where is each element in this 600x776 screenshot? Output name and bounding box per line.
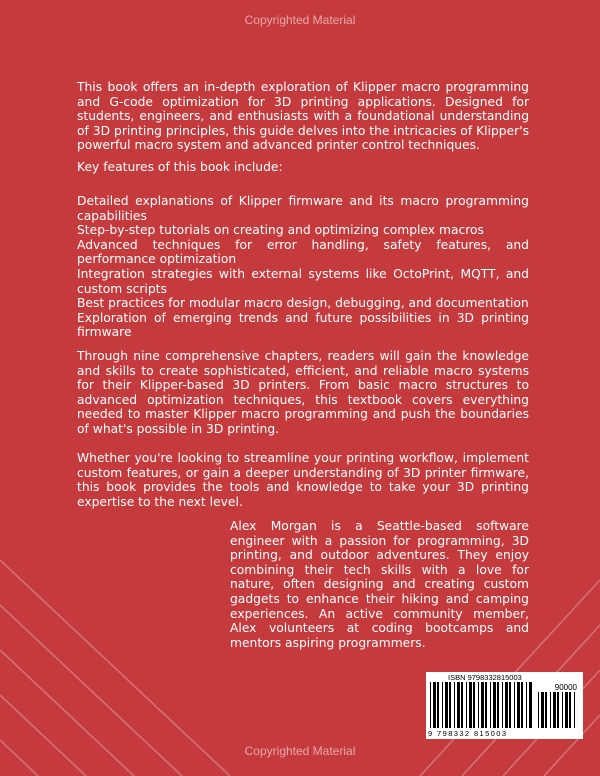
barcode-bar xyxy=(562,692,563,728)
barcode-bar xyxy=(517,682,520,728)
barcode-bar xyxy=(502,682,503,728)
barcode-bar xyxy=(490,682,491,728)
feature-item: Detailed explanations of Klipper firmware and its macro programming capabilities xyxy=(77,194,529,223)
barcode-bar xyxy=(497,682,499,728)
barcode-bar xyxy=(478,682,479,728)
barcode-bar xyxy=(538,692,539,728)
barcode-bar xyxy=(473,682,475,728)
barcode-bar xyxy=(454,682,455,728)
barcode-bar xyxy=(430,682,431,728)
isbn-digits: 9 798332 815003 xyxy=(428,729,508,738)
copyright-watermark-bottom: Copyrighted Material xyxy=(244,744,356,758)
key-features-heading: Key features of this book include: xyxy=(77,160,283,174)
barcode-bar xyxy=(449,682,451,728)
intro-paragraph: This book offers an in-depth exploration of Klipper macro programming and G-code optimization for 3D printing applications. Designed for students, engineers, and enthusiasts with a foundational understanding of 3D printing principles, this guide delves into the intricacies of Klipper's powerful macro system and advanced printer control techniques. xyxy=(77,80,529,153)
features-list xyxy=(77,194,529,340)
barcode-bar xyxy=(457,682,460,728)
barcode-bar xyxy=(569,692,571,728)
barcode-bar xyxy=(461,682,463,728)
isbn-barcode xyxy=(426,672,583,739)
feature-item: Advanced techniques for error handling, safety features, and performance optimization xyxy=(77,237,529,267)
barcode-bar xyxy=(557,692,559,728)
barcode-bar xyxy=(545,692,547,728)
barcode-bar xyxy=(505,682,508,728)
barcode-bar xyxy=(550,692,551,728)
addon-barcode-bars xyxy=(538,692,578,730)
closing-paragraph: Whether you're looking to streamline your printing workflow, implement custom features, or gain a deeper understanding of 3D printer firmware, this book provides the tools and knowledge to take your 3D printing expertise to the next level. xyxy=(77,451,529,509)
barcode-bar xyxy=(442,682,443,728)
barcode-bar xyxy=(514,682,515,728)
barcode-bar xyxy=(437,682,439,728)
barcode-bar xyxy=(509,682,511,728)
barcode-bar xyxy=(433,682,436,728)
barcode-bar xyxy=(574,692,575,728)
chapters-paragraph: Through nine comprehensive chapters, readers will gain the knowledge and skills to create sophisticated, efficient, and reliable macro systems for their Klipper-based 3D printers. From basic macro structures to advanced optimization techniques, this textbook covers everything needed to master Klipper macro programming and push the boundaries of what's possible in 3D printing. xyxy=(77,349,529,436)
barcode-bar xyxy=(481,682,484,728)
copyright-watermark-top: Copyrighted Material xyxy=(244,13,356,27)
feature-item: Exploration of emerging trends and future possibilities in 3D printing firmware xyxy=(77,310,529,340)
barcode-bar xyxy=(541,692,544,728)
barcode-bar xyxy=(553,692,556,728)
author-bio: Alex Morgan is a Seattle-based software engineer with a passion for programming, 3D printing, and outdoor adventures. They enjoy combining their tech skills with a love for nature, often designing and creating custom gadgets to enhance their hiking and camping experiences. An active community member, Alex volunteers at coding bootcamps and mentors aspiring programmers. xyxy=(230,519,529,650)
barcode-bar xyxy=(529,682,532,728)
barcode-bars xyxy=(430,682,534,728)
barcode-bar xyxy=(521,682,523,728)
feature-item: Best practices for modular macro design, debugging, and documentation xyxy=(77,296,529,311)
feature-item: Step-by-step tutorials on creating and optimizing complex macros xyxy=(77,223,484,238)
barcode-bar xyxy=(445,682,448,728)
isbn-label: ISBN 9798332815003 xyxy=(448,673,522,682)
barcode-bar xyxy=(485,682,487,728)
barcode-bar xyxy=(493,682,496,728)
barcode-bar xyxy=(565,692,568,728)
price-code: 90000 xyxy=(554,683,577,692)
feature-item: Integration strategies with external systems like OctoPrint, MQTT, and custom scripts xyxy=(77,266,529,296)
barcode-bar xyxy=(466,682,467,728)
barcode-bar xyxy=(469,682,472,728)
barcode-bar xyxy=(526,682,527,728)
